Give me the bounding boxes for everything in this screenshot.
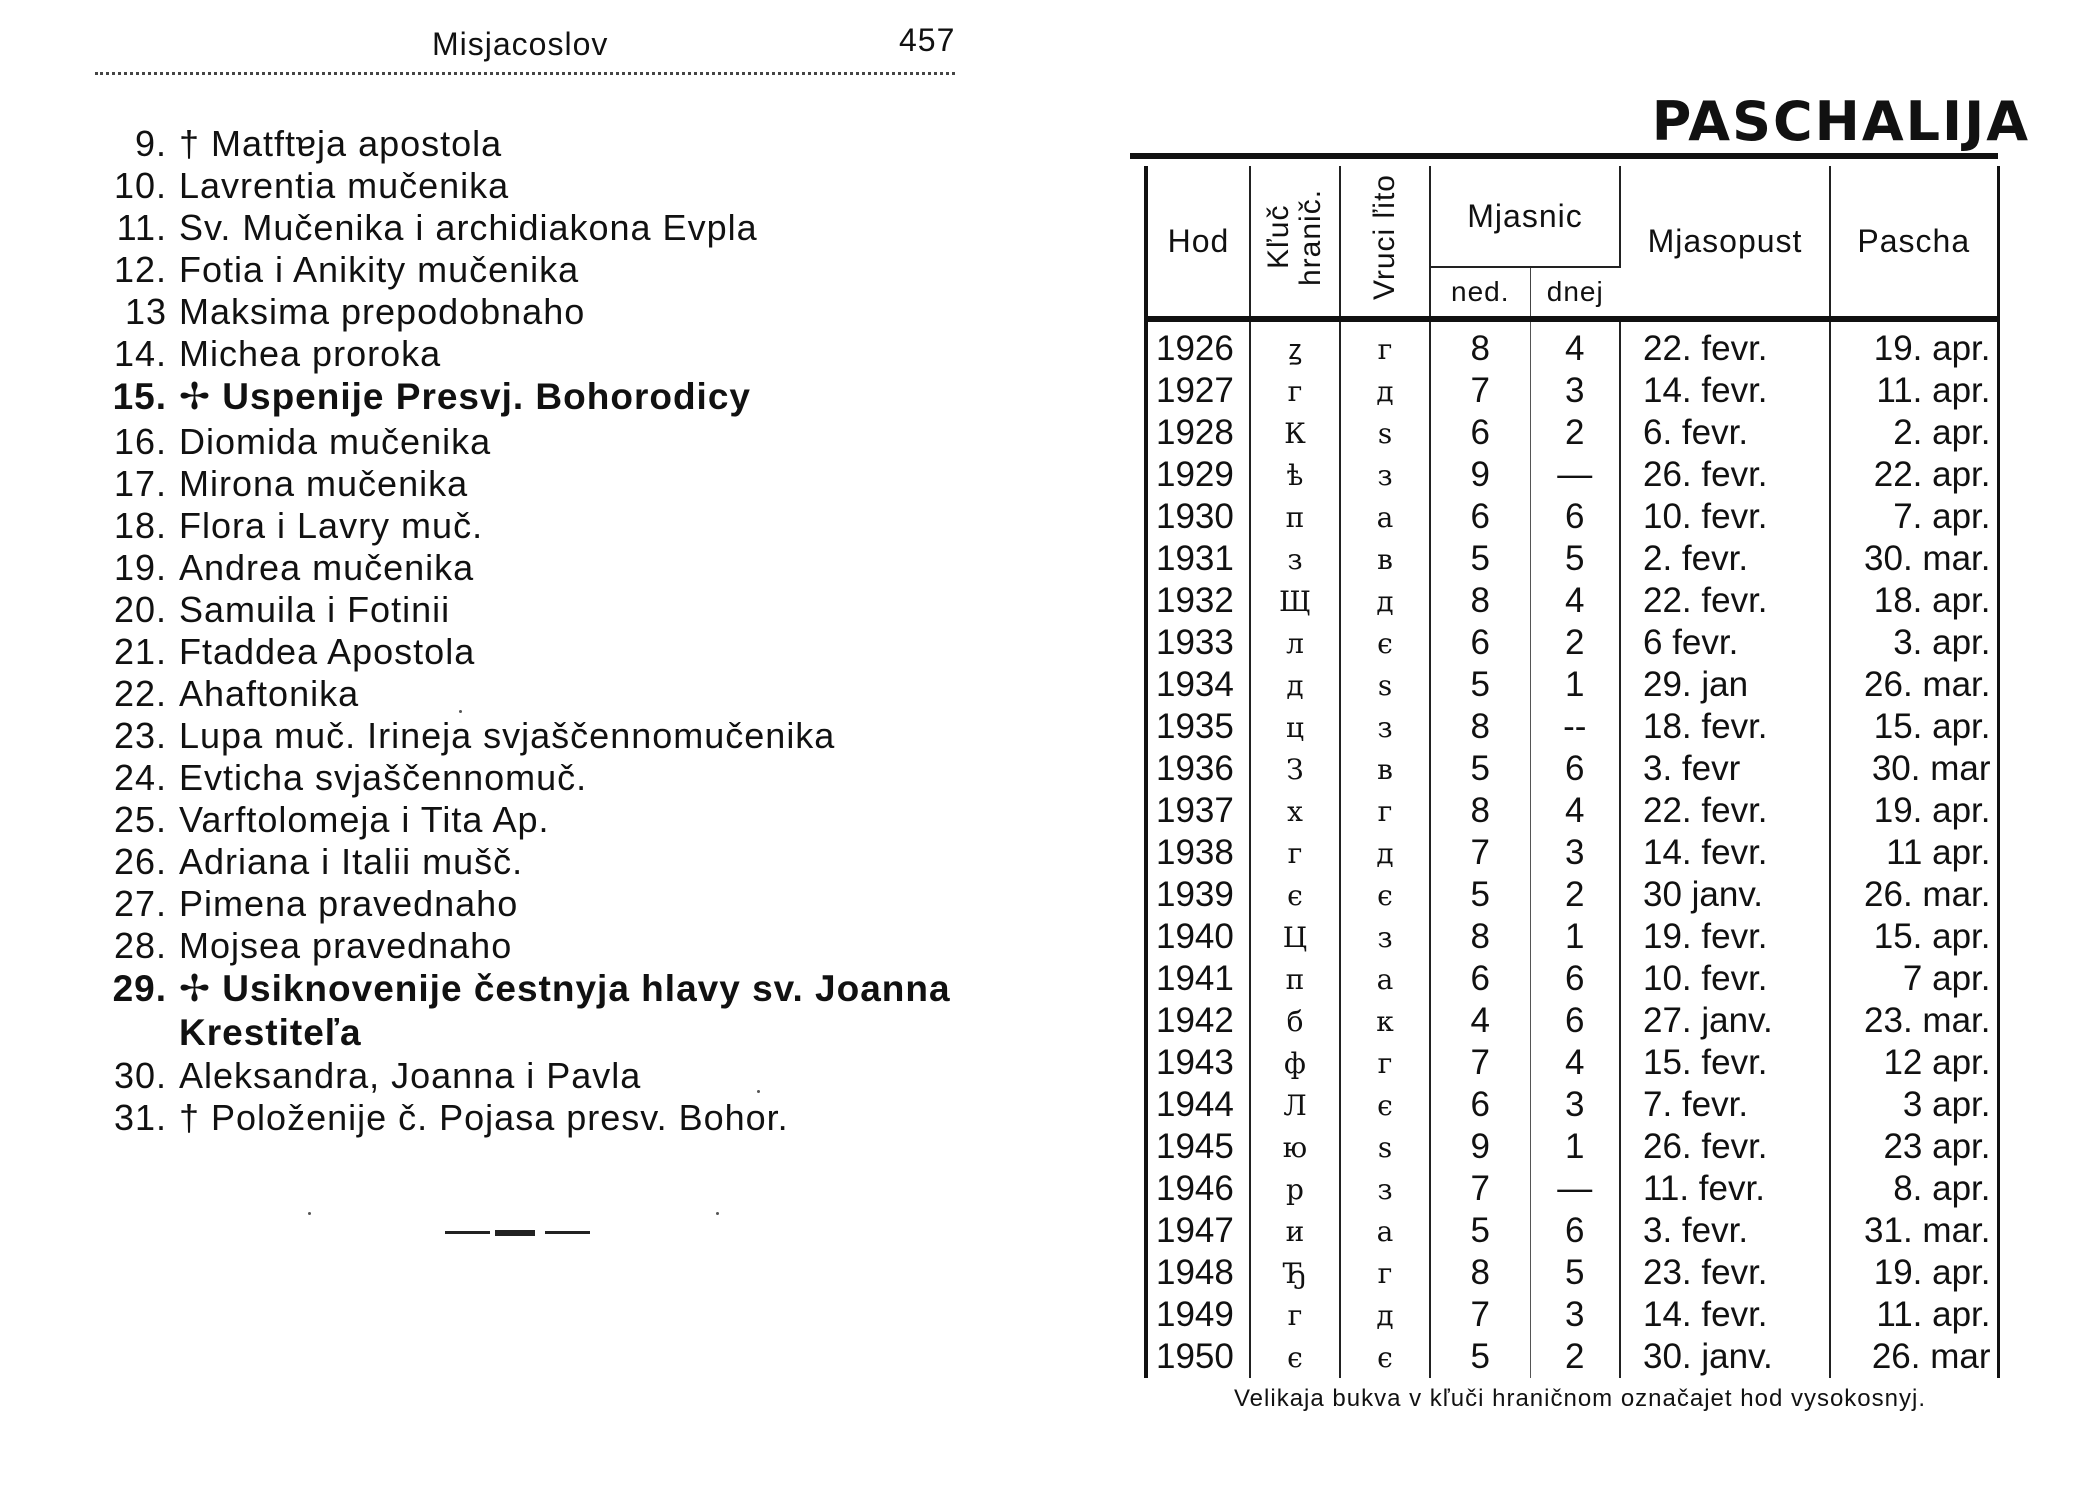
calendar-entry bbox=[100, 249, 1000, 291]
saint-name: Aleksandra, Joanna i Pavla bbox=[179, 1055, 642, 1096]
table-row bbox=[1146, 622, 1998, 664]
saint-name: Pimena pravednaho bbox=[179, 883, 519, 924]
table-row bbox=[1146, 538, 1998, 580]
weeks-cell: 8 bbox=[1430, 790, 1530, 832]
day-number: 25. bbox=[113, 799, 167, 840]
saint-name: Lupa muč. Irineja svjaščennomučenika bbox=[179, 715, 836, 756]
mjasopust-cell: 10. fevr. bbox=[1620, 496, 1830, 538]
calendar-entry bbox=[100, 757, 1000, 799]
day-number: 28. bbox=[113, 925, 167, 966]
print-speck bbox=[308, 1212, 311, 1215]
key-cell: ц bbox=[1250, 706, 1340, 748]
mjasopust-cell: 22. fevr. bbox=[1620, 580, 1830, 622]
day-number: 30. bbox=[113, 1055, 167, 1096]
pascha-cell: 11. apr. bbox=[1876, 371, 1991, 410]
left-page bbox=[0, 0, 1000, 1500]
weeks-cell: 8 bbox=[1430, 1252, 1530, 1294]
letter-cell: к bbox=[1340, 1000, 1430, 1042]
day-number: 16. bbox=[113, 421, 167, 462]
mjasopust-cell: 15. fevr. bbox=[1620, 1042, 1830, 1084]
weeks-cell: 5 bbox=[1430, 538, 1530, 580]
table-row bbox=[1146, 1168, 1998, 1210]
calendar-entry bbox=[100, 547, 1000, 589]
table-title: PASCHALIJA bbox=[1651, 90, 2030, 153]
header-mjasnic: Mjasnic bbox=[1430, 166, 1620, 267]
saint-name: Samuila i Fotinii bbox=[179, 589, 451, 630]
key-cell: г bbox=[1250, 832, 1340, 874]
saint-name: † Položenije č. Pojasa presv. Bohor. bbox=[179, 1097, 789, 1138]
year-cell: 1941 bbox=[1146, 958, 1250, 1000]
key-cell: п bbox=[1250, 496, 1340, 538]
letter-cell: в bbox=[1340, 748, 1430, 790]
calendar-entry bbox=[100, 1097, 1000, 1139]
table-row bbox=[1146, 580, 1998, 622]
table-row bbox=[1146, 1126, 1998, 1168]
mjasopust-cell: 23. fevr. bbox=[1620, 1252, 1830, 1294]
year-cell: 1927 bbox=[1146, 370, 1250, 412]
weeks-cell: 5 bbox=[1430, 748, 1530, 790]
key-cell: є bbox=[1250, 1336, 1340, 1378]
table-row bbox=[1146, 1042, 1998, 1084]
days-cell: 2 bbox=[1530, 622, 1620, 664]
key-cell: б bbox=[1250, 1000, 1340, 1042]
saint-name: Varftolomeja i Tita Ap. bbox=[179, 799, 550, 840]
days-cell: 1 bbox=[1530, 916, 1620, 958]
day-number: 11. bbox=[116, 207, 167, 248]
header-mjasopust: Mjasopust bbox=[1620, 166, 1830, 319]
weeks-cell: 6 bbox=[1430, 412, 1530, 454]
days-cell: 2 bbox=[1530, 412, 1620, 454]
calendar-entry bbox=[100, 123, 1000, 165]
day-number: 24. bbox=[113, 757, 167, 798]
table-row bbox=[1146, 1252, 1998, 1294]
weeks-cell: 7 bbox=[1430, 370, 1530, 412]
year-cell: 1949 bbox=[1146, 1294, 1250, 1336]
pascha-cell: 26. mar bbox=[1871, 1337, 1991, 1376]
calendar-entry bbox=[100, 631, 1000, 673]
letter-cell: г bbox=[1340, 1042, 1430, 1084]
ornamental-end-rule bbox=[445, 1228, 590, 1238]
year-cell: 1929 bbox=[1146, 454, 1250, 496]
calendar-entry bbox=[100, 673, 1000, 715]
day-number: 29. bbox=[112, 968, 167, 1009]
pascha-cell: 26. mar. bbox=[1864, 665, 1991, 704]
key-cell: г bbox=[1250, 1294, 1340, 1336]
table-body bbox=[1146, 319, 1998, 1378]
mjasopust-cell: 6 fevr. bbox=[1620, 622, 1830, 664]
calendar-entry bbox=[100, 333, 1000, 375]
key-cell: Ђ bbox=[1250, 1252, 1340, 1294]
day-number: 19. bbox=[113, 547, 167, 588]
pascha-cell: 30. mar. bbox=[1864, 539, 1991, 578]
mjasopust-cell: 2. fevr. bbox=[1620, 538, 1830, 580]
day-number: 22. bbox=[113, 673, 167, 714]
days-cell: 3 bbox=[1530, 832, 1620, 874]
calendar-entry bbox=[100, 291, 1000, 333]
weeks-cell: 6 bbox=[1430, 958, 1530, 1000]
print-speck bbox=[716, 1212, 719, 1215]
feast-name: ✢ Usiknovenije čestnyja hlavy sv. Joanna Krestiteľa bbox=[179, 968, 951, 1053]
running-title: Misjacoslov bbox=[432, 26, 609, 62]
saint-name: Sv. Mučenika i archidiakona Evpla bbox=[179, 207, 758, 248]
letter-cell: г bbox=[1340, 319, 1430, 370]
weeks-cell: 8 bbox=[1430, 916, 1530, 958]
year-cell: 1932 bbox=[1146, 580, 1250, 622]
table-row bbox=[1146, 832, 1998, 874]
day-number: 31. bbox=[113, 1097, 167, 1138]
pascha-cell: 11. apr. bbox=[1876, 1295, 1991, 1334]
feast-entry bbox=[100, 967, 1000, 1055]
letter-cell: д bbox=[1340, 580, 1430, 622]
year-cell: 1940 bbox=[1146, 916, 1250, 958]
letter-cell: а bbox=[1340, 496, 1430, 538]
year-cell: 1931 bbox=[1146, 538, 1250, 580]
key-cell: К bbox=[1250, 412, 1340, 454]
table-row bbox=[1146, 319, 1998, 370]
days-cell: 4 bbox=[1530, 580, 1620, 622]
year-cell: 1950 bbox=[1146, 1336, 1250, 1378]
table-row bbox=[1146, 496, 1998, 538]
saint-name: Adriana i Italii mušč. bbox=[179, 841, 524, 882]
saint-name: Ftaddea Apostola bbox=[179, 631, 476, 672]
letter-cell: д bbox=[1340, 1294, 1430, 1336]
letter-cell: з bbox=[1340, 454, 1430, 496]
day-number: 17. bbox=[113, 463, 167, 504]
pascha-cell: 22. apr. bbox=[1873, 455, 1991, 494]
table-row bbox=[1146, 748, 1998, 790]
key-cell: г bbox=[1250, 370, 1340, 412]
letter-cell: з bbox=[1340, 706, 1430, 748]
table-row bbox=[1146, 706, 1998, 748]
mjasopust-cell: 19. fevr. bbox=[1620, 916, 1830, 958]
year-cell: 1942 bbox=[1146, 1000, 1250, 1042]
mjasopust-cell: 27. janv. bbox=[1620, 1000, 1830, 1042]
mjasopust-cell: 18. fevr. bbox=[1620, 706, 1830, 748]
saint-name: Diomida mučenika bbox=[179, 421, 492, 462]
weeks-cell: 5 bbox=[1430, 664, 1530, 706]
letter-cell: д bbox=[1340, 370, 1430, 412]
day-number: 9. bbox=[134, 123, 167, 164]
mjasopust-cell: 26. fevr. bbox=[1620, 1126, 1830, 1168]
year-cell: 1947 bbox=[1146, 1210, 1250, 1252]
letter-cell: ѕ bbox=[1340, 1126, 1430, 1168]
calendar-entry bbox=[100, 841, 1000, 883]
year-cell: 1928 bbox=[1146, 412, 1250, 454]
table-row bbox=[1146, 790, 1998, 832]
days-cell: — bbox=[1530, 1168, 1620, 1210]
key-cell: ф bbox=[1250, 1042, 1340, 1084]
pascha-cell: 31. mar. bbox=[1864, 1211, 1991, 1250]
day-number: 13 bbox=[124, 291, 167, 332]
mjasopust-cell: 22. fevr. bbox=[1620, 790, 1830, 832]
year-cell: 1926 bbox=[1146, 319, 1250, 370]
key-cell: х bbox=[1250, 790, 1340, 832]
right-page bbox=[1130, 0, 2030, 1500]
day-number: 15. bbox=[112, 376, 167, 417]
key-cell: и bbox=[1250, 1210, 1340, 1252]
days-cell: 3 bbox=[1530, 370, 1620, 412]
letter-cell: а bbox=[1340, 958, 1430, 1000]
key-cell: ꙁ bbox=[1250, 319, 1340, 370]
calendar-entry bbox=[100, 463, 1000, 505]
pascha-cell: 23 apr. bbox=[1883, 1127, 1991, 1166]
mjasopust-cell: 30 janv. bbox=[1620, 874, 1830, 916]
header-year: Hod bbox=[1146, 166, 1250, 319]
year-cell: 1935 bbox=[1146, 706, 1250, 748]
mjasopust-cell: 11. fevr. bbox=[1620, 1168, 1830, 1210]
day-number: 14. bbox=[113, 333, 167, 374]
pascha-cell: 18. apr. bbox=[1873, 581, 1991, 620]
weeks-cell: 7 bbox=[1430, 1168, 1530, 1210]
days-cell: 5 bbox=[1530, 538, 1620, 580]
key-cell: Ц bbox=[1250, 916, 1340, 958]
pascha-cell: 19. apr. bbox=[1873, 1253, 1991, 1292]
weeks-cell: 6 bbox=[1430, 622, 1530, 664]
table-row bbox=[1146, 1210, 1998, 1252]
saint-name: Mirona mučenika bbox=[179, 463, 469, 504]
table-row bbox=[1146, 370, 1998, 412]
letter-cell: ѕ bbox=[1340, 412, 1430, 454]
year-cell: 1937 bbox=[1146, 790, 1250, 832]
footnote: Velikaja bukva v kľuči hraničnom označajet hod vysokosnyj. bbox=[1234, 1385, 1926, 1412]
letter-cell: є bbox=[1340, 1336, 1430, 1378]
saint-name: Flora i Lavry muč. bbox=[179, 505, 484, 546]
header-row bbox=[1146, 166, 1998, 267]
pascha-cell: 19. apr. bbox=[1830, 319, 1998, 370]
pascha-cell: 30. mar bbox=[1871, 749, 1991, 788]
pascha-cell: 15. apr. bbox=[1873, 917, 1991, 956]
days-cell: 3 bbox=[1530, 1294, 1620, 1336]
days-cell: — bbox=[1530, 454, 1620, 496]
print-speck bbox=[757, 1090, 760, 1093]
weeks-cell: 7 bbox=[1430, 1042, 1530, 1084]
year-cell: 1946 bbox=[1146, 1168, 1250, 1210]
letter-cell: з bbox=[1340, 1168, 1430, 1210]
calendar-entry bbox=[100, 421, 1000, 463]
table-row bbox=[1146, 1294, 1998, 1336]
days-cell: 2 bbox=[1530, 874, 1620, 916]
weeks-cell: 4 bbox=[1430, 1000, 1530, 1042]
mjasopust-cell: 10. fevr. bbox=[1620, 958, 1830, 1000]
saint-name: Mojsea pravednaho bbox=[179, 925, 513, 966]
table-row bbox=[1146, 916, 1998, 958]
page-number: 457 bbox=[899, 22, 956, 58]
key-cell: п bbox=[1250, 958, 1340, 1000]
mjasopust-cell: 29. jan bbox=[1620, 664, 1830, 706]
saint-name: Fotia i Anikity mučenika bbox=[179, 249, 580, 290]
days-cell: 5 bbox=[1530, 1252, 1620, 1294]
letter-cell: з bbox=[1340, 916, 1430, 958]
top-rule bbox=[1130, 153, 1998, 159]
key-cell: Л bbox=[1250, 1084, 1340, 1126]
table-row bbox=[1146, 1000, 1998, 1042]
weeks-cell: 5 bbox=[1430, 1336, 1530, 1378]
days-cell: 4 bbox=[1530, 790, 1620, 832]
key-cell: є bbox=[1250, 874, 1340, 916]
day-number: 21. bbox=[113, 631, 167, 672]
day-number: 10. bbox=[113, 165, 167, 206]
year-cell: 1939 bbox=[1146, 874, 1250, 916]
saint-name: Ahaftonika bbox=[179, 673, 360, 714]
calendar-entries bbox=[100, 123, 1000, 1139]
days-cell: 6 bbox=[1530, 1210, 1620, 1252]
calendar-entry bbox=[100, 589, 1000, 631]
mjasopust-cell: 3. fevr bbox=[1620, 748, 1830, 790]
mjasopust-cell: 26. fevr. bbox=[1620, 454, 1830, 496]
days-cell: 1 bbox=[1530, 664, 1620, 706]
year-cell: 1943 bbox=[1146, 1042, 1250, 1084]
year-cell: 1930 bbox=[1146, 496, 1250, 538]
letter-cell: г bbox=[1340, 1252, 1430, 1294]
saint-name: † Matftɐja apostola bbox=[179, 123, 503, 164]
saint-name: Evticha svjaščennomuč. bbox=[179, 757, 588, 798]
pascha-cell: 2. apr. bbox=[1893, 413, 1991, 452]
weeks-cell: 7 bbox=[1430, 1294, 1530, 1336]
letter-cell: в bbox=[1340, 538, 1430, 580]
days-cell: 1 bbox=[1530, 1126, 1620, 1168]
days-cell: 4 bbox=[1530, 319, 1620, 370]
calendar-entry bbox=[100, 207, 1000, 249]
key-cell: ю bbox=[1250, 1126, 1340, 1168]
table-row bbox=[1146, 874, 1998, 916]
key-cell: р bbox=[1250, 1168, 1340, 1210]
table-row bbox=[1146, 1084, 1998, 1126]
letter-cell: є bbox=[1340, 874, 1430, 916]
calendar-entry bbox=[100, 883, 1000, 925]
calendar-entry bbox=[100, 1055, 1000, 1097]
table-row bbox=[1146, 958, 1998, 1000]
mjasopust-cell: 6. fevr. bbox=[1620, 412, 1830, 454]
year-cell: 1936 bbox=[1146, 748, 1250, 790]
table-row bbox=[1146, 1336, 1998, 1378]
year-cell: 1944 bbox=[1146, 1084, 1250, 1126]
key-cell: З bbox=[1250, 748, 1340, 790]
day-number: 26. bbox=[113, 841, 167, 882]
weeks-cell: 6 bbox=[1430, 1084, 1530, 1126]
pascha-cell: 8. apr. bbox=[1893, 1169, 1991, 1208]
weeks-cell: 8 bbox=[1430, 319, 1530, 370]
days-cell: 6 bbox=[1530, 748, 1620, 790]
weeks-cell: 9 bbox=[1430, 454, 1530, 496]
pascha-cell: 15. apr. bbox=[1873, 707, 1991, 746]
pascha-cell: 19. apr. bbox=[1873, 791, 1991, 830]
year-cell: 1934 bbox=[1146, 664, 1250, 706]
header-letter bbox=[1340, 166, 1430, 319]
key-cell: д bbox=[1250, 664, 1340, 706]
feast-name: ✢ Uspenije Presvj. Bohorodicy bbox=[179, 376, 751, 417]
saint-name: Andrea mučenika bbox=[179, 547, 475, 588]
year-cell: 1948 bbox=[1146, 1252, 1250, 1294]
letter-cell: є bbox=[1340, 1084, 1430, 1126]
day-number: 20. bbox=[113, 589, 167, 630]
header-pascha: Pascha bbox=[1857, 222, 1971, 259]
header-key bbox=[1250, 166, 1340, 319]
letter-cell: д bbox=[1340, 832, 1430, 874]
saint-name: Michea proroka bbox=[179, 333, 442, 374]
weeks-cell: 5 bbox=[1430, 1210, 1530, 1252]
calendar-entry bbox=[100, 925, 1000, 967]
year-cell: 1945 bbox=[1146, 1126, 1250, 1168]
weeks-cell: 6 bbox=[1430, 496, 1530, 538]
days-cell: 2 bbox=[1530, 1336, 1620, 1378]
key-cell: з bbox=[1250, 538, 1340, 580]
calendar-entry bbox=[100, 505, 1000, 547]
day-number: 27. bbox=[113, 883, 167, 924]
day-number: 12. bbox=[113, 249, 167, 290]
day-number: 18. bbox=[113, 505, 167, 546]
table-row bbox=[1146, 454, 1998, 496]
saint-name: Maksima prepodobnaho bbox=[179, 291, 586, 332]
table-row bbox=[1146, 412, 1998, 454]
days-cell: 6 bbox=[1530, 1000, 1620, 1042]
paschalija-table bbox=[1144, 166, 2000, 1378]
calendar-entry bbox=[100, 165, 1000, 207]
key-cell: Щ bbox=[1250, 580, 1340, 622]
pascha-cell: 26. mar. bbox=[1864, 875, 1991, 914]
letter-cell: ѕ bbox=[1340, 664, 1430, 706]
pascha-cell: 7. apr. bbox=[1893, 497, 1991, 536]
running-head bbox=[95, 22, 955, 75]
pascha-cell: 3. apr. bbox=[1893, 623, 1991, 662]
days-cell: -- bbox=[1530, 706, 1620, 748]
header-weeks: ned. bbox=[1430, 267, 1530, 319]
weeks-cell: 7 bbox=[1430, 832, 1530, 874]
weeks-cell: 8 bbox=[1430, 706, 1530, 748]
letter-cell: г bbox=[1340, 790, 1430, 832]
pascha-cell: 12 apr. bbox=[1883, 1043, 1991, 1082]
calendar-entry bbox=[100, 715, 1000, 757]
days-cell: 6 bbox=[1530, 958, 1620, 1000]
days-cell: 6 bbox=[1530, 496, 1620, 538]
mjasopust-cell: 30. janv. bbox=[1620, 1336, 1830, 1378]
header-days: dnej bbox=[1530, 267, 1620, 319]
pascha-cell: 23. mar. bbox=[1864, 1001, 1991, 1040]
mjasopust-cell: 14. fevr. bbox=[1620, 1294, 1830, 1336]
mjasopust-cell: 14. fevr. bbox=[1620, 370, 1830, 412]
year-cell: 1938 bbox=[1146, 832, 1250, 874]
print-speck bbox=[459, 710, 462, 713]
mjasopust-cell: 22. fevr. bbox=[1620, 319, 1830, 370]
letter-cell: а bbox=[1340, 1210, 1430, 1252]
weeks-cell: 5 bbox=[1430, 874, 1530, 916]
mjasopust-cell: 7. fevr. bbox=[1620, 1084, 1830, 1126]
key-cell: ѣ bbox=[1250, 454, 1340, 496]
day-number: 23. bbox=[113, 715, 167, 756]
days-cell: 4 bbox=[1530, 1042, 1620, 1084]
days-cell: 3 bbox=[1530, 1084, 1620, 1126]
mjasopust-cell: 3. fevr. bbox=[1620, 1210, 1830, 1252]
pascha-cell: 3 apr. bbox=[1902, 1085, 1991, 1124]
letter-cell: є bbox=[1340, 622, 1430, 664]
pascha-cell: 7 apr. bbox=[1902, 959, 1991, 998]
key-cell: л bbox=[1250, 622, 1340, 664]
header-key-label: Kľuč hranič. bbox=[1262, 188, 1327, 286]
feast-entry bbox=[100, 375, 1000, 421]
weeks-cell: 9 bbox=[1430, 1126, 1530, 1168]
table-row bbox=[1146, 664, 1998, 706]
year-cell: 1933 bbox=[1146, 622, 1250, 664]
mjasopust-cell: 14. fevr. bbox=[1620, 832, 1830, 874]
weeks-cell: 8 bbox=[1430, 580, 1530, 622]
saint-name: Lavrentia mučenika bbox=[179, 165, 510, 206]
pascha-cell: 11 apr. bbox=[1886, 833, 1991, 872]
header-letter-label: Vruci ľito bbox=[1368, 173, 1401, 300]
calendar-entry bbox=[100, 799, 1000, 841]
